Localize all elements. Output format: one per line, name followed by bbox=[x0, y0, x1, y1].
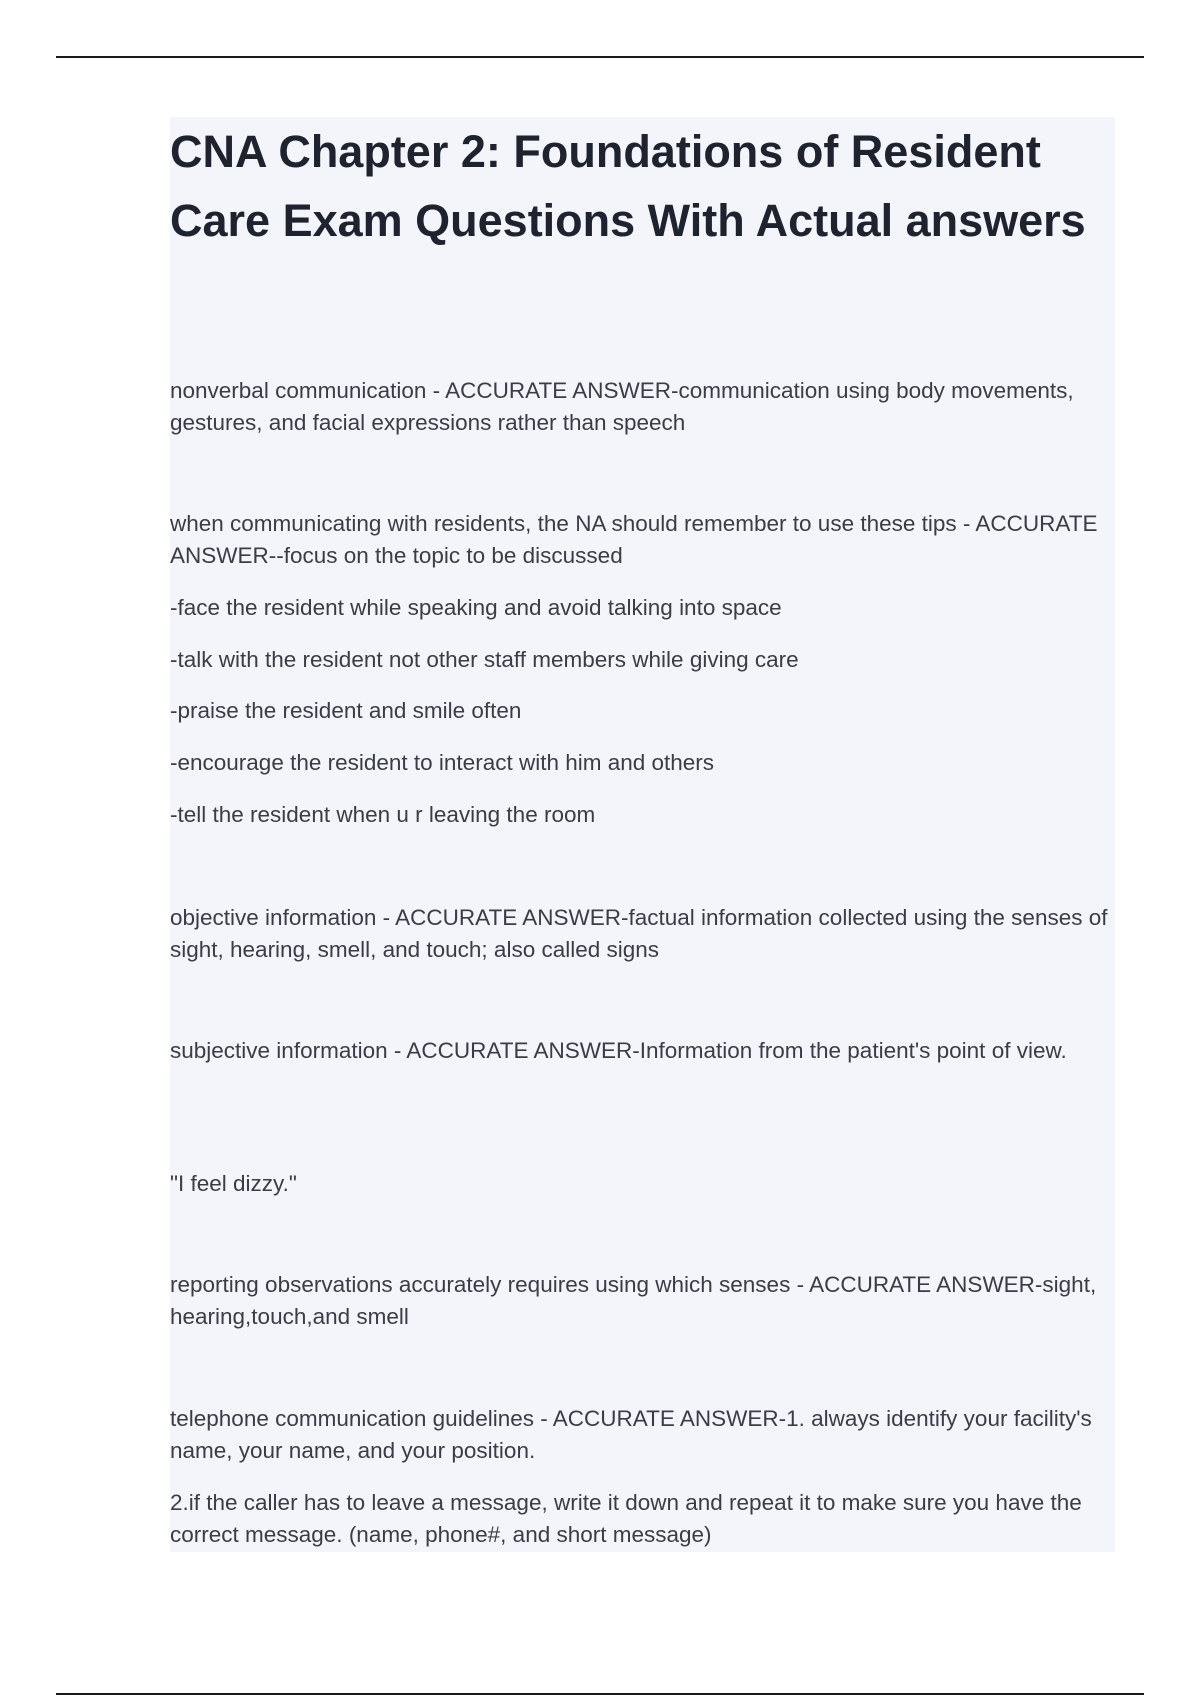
tip-face-resident: -face the resident while speaking and avoid talking into space bbox=[170, 595, 782, 620]
qa-reporting-observations: reporting observations accurately requires using which senses - ACCURATE ANSWER-sight, hearing,touch,and smell bbox=[170, 1272, 1097, 1329]
tip-tell-when-leaving: -tell the resident when u r leaving the room bbox=[170, 802, 596, 827]
qa-communication-tips: when communicating with residents, the NA should remember to use these tips - ACCURATE ANSWER--focus on the topic to be discussed bbox=[170, 511, 1098, 568]
qa-subjective-information: subjective information - ACCURATE ANSWER-Information from the patient's point of view. bbox=[170, 1038, 1067, 1063]
tip-praise-resident: -praise the resident and smile often bbox=[170, 698, 522, 723]
qa-telephone-guidelines: telephone communication guidelines - ACCURATE ANSWER-1. always identify your facility's name, your name, and your position. bbox=[170, 1406, 1092, 1463]
example-quote: "I feel dizzy." bbox=[170, 1171, 297, 1196]
header-rule bbox=[56, 56, 1144, 58]
qa-objective-information: objective information - ACCURATE ANSWER-factual information collected using the senses of sight, hearing, smell, and touch; also called signs bbox=[170, 905, 1108, 962]
tip-encourage-interaction: -encourage the resident to interact with him and others bbox=[170, 750, 715, 775]
qa-nonverbal-communication: nonverbal communication - ACCURATE ANSWER-communication using body movements, gestures, and facial expressions rather than speech bbox=[170, 378, 1074, 435]
footer-rule bbox=[56, 1693, 1144, 1695]
document-body bbox=[170, 117, 1115, 1552]
telephone-guideline-2: 2.if the caller has to leave a message, write it down and repeat it to make sure you have the correct message. (name, phone#, and short message) bbox=[170, 1490, 1082, 1547]
document-title: CNA Chapter 2: Foundations of Resident Care Exam Questions With Actual answers bbox=[170, 126, 1086, 246]
tip-talk-with-resident: -talk with the resident not other staff members while giving care bbox=[170, 647, 799, 672]
